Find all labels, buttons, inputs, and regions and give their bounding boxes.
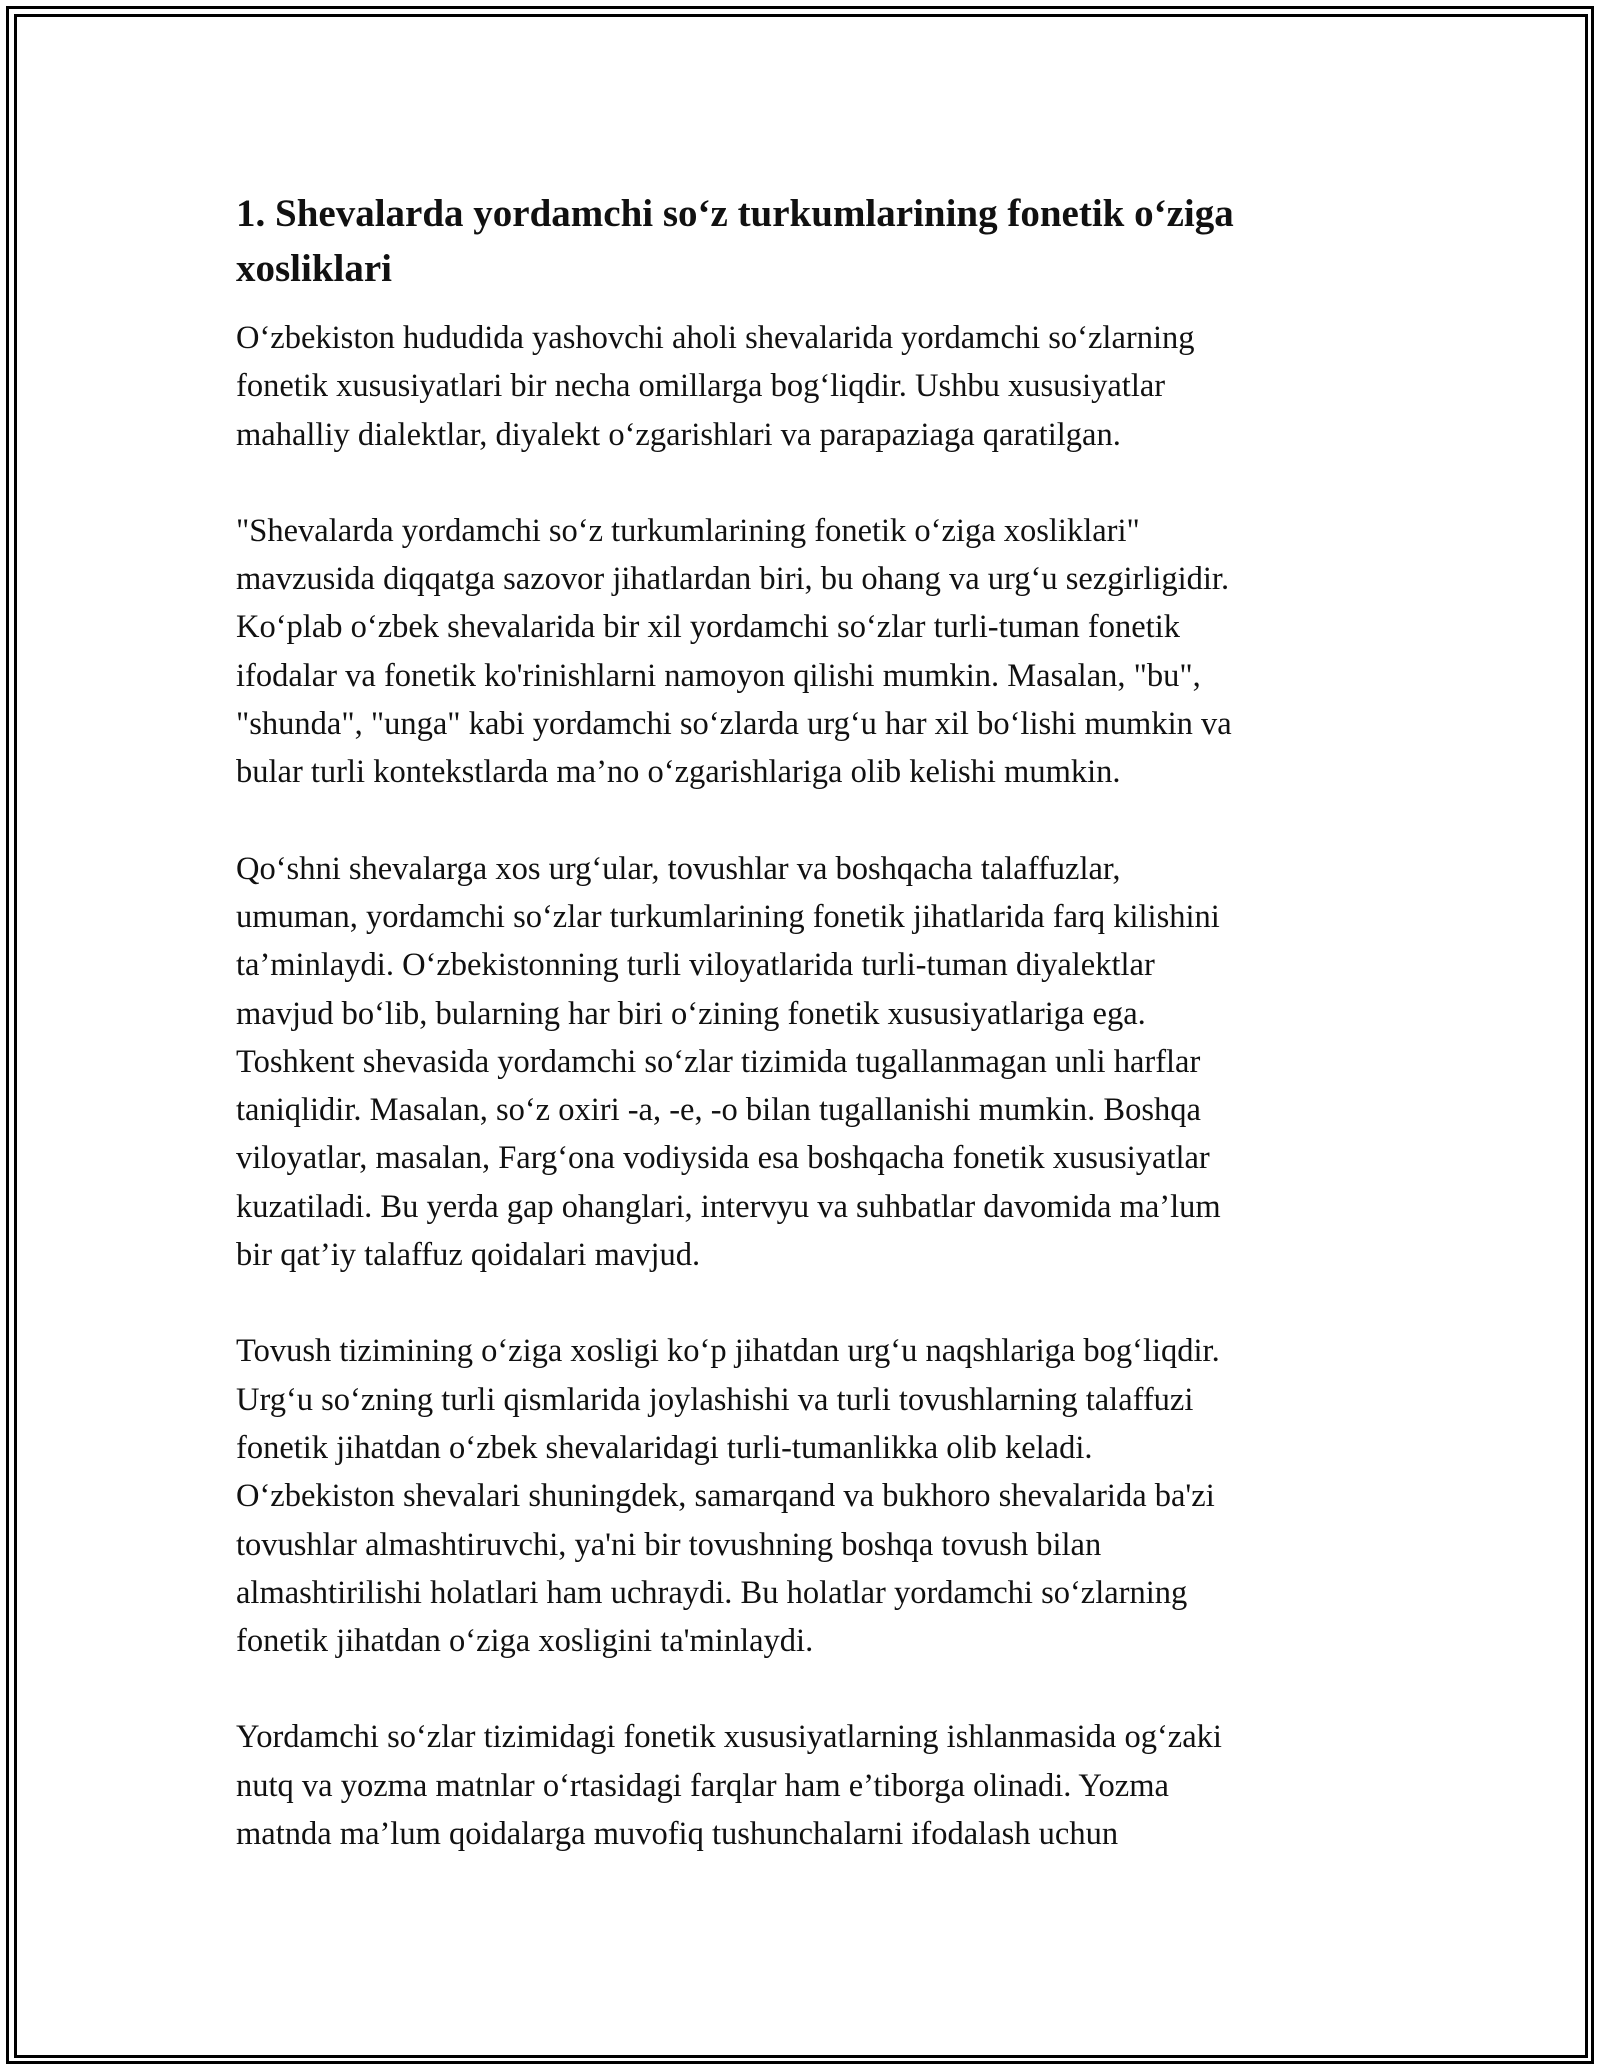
section-heading: 1. Shevalarda yordamchi so‘z turkumlarining fonetik o‘ziga xosliklari [236, 192, 1234, 290]
paragraph-1: O‘zbekiston hududida yashovchi aholi shevalarida yordamchi so‘zlarning fonetik xususiyatlari bir necha omillarga bog‘liqdir. Ushbu xususiyatlar mahalliy dialektlar, diyalekt o‘zgarishlari va parapaziaga qaratilgan. [236, 320, 1195, 453]
document-body [236, 186, 1366, 1906]
paragraph-2: "Shevalarda yordamchi so‘z turkumlarining fonetik o‘ziga xosliklari" mavzusida diqqatga sazovor jihatlardan biri, bu ohang va urg‘u sezgirligidir. Ko‘plab o‘zbek shevalarida bir xil yordamchi so‘zlar turli-tuman fonetik ifodalar va fonetik ko'rinishlarni namoyon qilishi mumkin. Masalan, "bu", "shunda", "unga" kabi yordamchi so‘zlarda urg‘u har xil bo‘lishi mumkin va bular turli kontekstlarda ma’no o‘zgarishlariga olib kelishi mumkin. [236, 512, 1232, 791]
paragraph-3: Qo‘shni shevalarga xos urg‘ular, tovushlar va boshqacha talaffuzlar, umuman, yordamchi so‘zlar turkumlarining fonetik jihatlarida farq kilishini ta’minlaydi. O‘zbekistonning turli viloyatlarida turli-tuman diyalektlar mavjud bo‘lib, bularning har biri o‘zining fonetik xususiyatlariga ega. Toshkent shevasida yordamchi so‘zlar tizimida tugallanmagan unli harflar taniqlidir. Masalan, so‘z oxiri -a, -e, -o bilan tugallanishi mumkin. Boshqa viloyatlar, masalan, Farg‘ona vodiysida esa boshqacha fonetik xususiyatlar kuzatiladi. Bu yerda gap ohanglari, intervyu va suhbatlar davomida ma’lum bir qat’iy talaffuz qoidalari mavjud. [236, 850, 1221, 1274]
paragraph-5: Yordamchi so‘zlar tizimidagi fonetik xususiyatlarning ishlanmasida og‘zaki nutq va yozma matnlar o‘rtasidagi farqlar ham e’tiborga olinadi. Yozma matnda ma’lum qoidalarga muvofiq tushunchalarni ifodalash uchun [236, 1719, 1222, 1853]
paragraph-4: Tovush tizimining o‘ziga xosligi ko‘p jihatdan urg‘u naqshlariga bog‘liqdir. Urg‘u so‘zning turli qismlarida joylashishi va turli tovushlarning talaffuzi fonetik jihatdan o‘zbek shevalaridagi turli-tumanlikka olib keladi. O‘zbekiston shevalari shuningdek, samarqand va bukhoro shevalarida ba'zi tovushlar almashtiruvchi, ya'ni bir tovushning boshqa tovush bilan almashtirilishi holatlari ham uchraydi. Bu holatlar yordamchi so‘zlarning fonetik jihatdan o‘ziga xosligini ta'minlaydi. [236, 1333, 1220, 1660]
